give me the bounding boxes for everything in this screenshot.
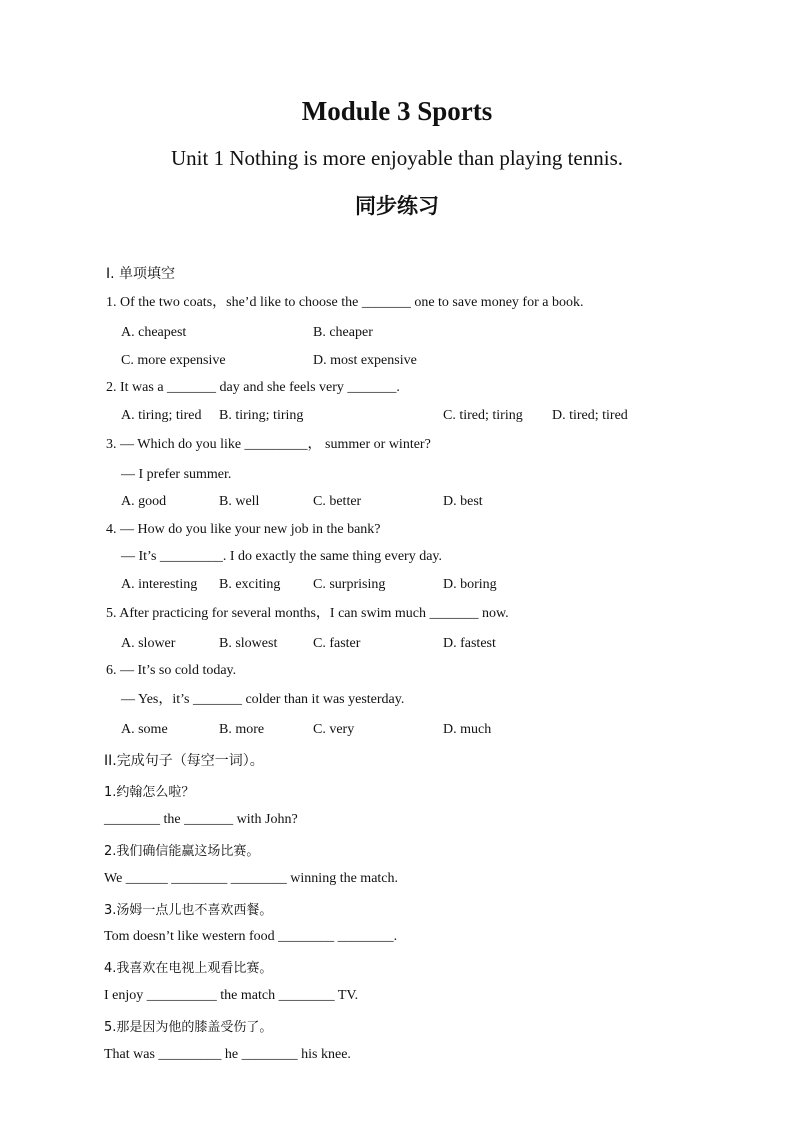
- section-2-heading: II.完成句子（每空一词）。: [104, 753, 264, 769]
- q5-option-c: C. faster: [313, 636, 361, 651]
- q2-option-b: B. tiring; tiring: [219, 408, 304, 423]
- question-5: 5. After practicing for several months，I can swim much _______ now.: [106, 606, 509, 621]
- page-title: Module 3 Sports: [301, 96, 493, 126]
- question-3-reply: — I prefer summer.: [121, 467, 232, 482]
- q3-option-a: A. good: [121, 494, 167, 509]
- q6-option-a: A. some: [121, 722, 168, 737]
- question-2: 2. It was a _______ day and she feels very _______.: [106, 380, 400, 395]
- q5-option-d: D. fastest: [443, 636, 496, 651]
- q5-option-a: A. slower: [121, 636, 176, 651]
- q3-option-d: D. best: [443, 494, 483, 509]
- unit-subtitle: Unit 1 Nothing is more enjoyable than playing tennis.: [170, 146, 623, 170]
- question-4-reply: — It’s _________. I do exactly the same thing every day.: [121, 549, 443, 564]
- question-6-reply: — Yes，it’s _______ colder than it was yesterday.: [121, 692, 405, 707]
- sentence-2-english: We ______ ________ ________ winning the match.: [104, 871, 399, 886]
- q6-option-c: C. very: [313, 722, 355, 737]
- sentence-3-english: Tom doesn’t like western food ________ ________.: [104, 929, 398, 944]
- q1-option-d: D. most expensive: [313, 353, 417, 368]
- question-1: 1. Of the two coats，she’d like to choose the _______ one to save money for a book.: [106, 295, 584, 310]
- q1-option-a: A. cheapest: [121, 325, 187, 340]
- q4-option-d: D. boring: [443, 577, 497, 592]
- exercise-heading: 同步练习: [355, 194, 439, 218]
- question-6: 6. — It’s so cold today.: [106, 663, 237, 678]
- q3-option-c: C. better: [313, 494, 362, 509]
- q2-option-d: D. tired; tired: [552, 408, 628, 423]
- sentence-4-chinese: 4.我喜欢在电视上观看比赛。: [104, 961, 273, 976]
- sentence-1-english: ________ the _______ with John?: [104, 812, 298, 827]
- q4-option-a: A. interesting: [121, 577, 198, 592]
- q4-option-c: C. surprising: [313, 577, 386, 592]
- q3-option-b: B. well: [219, 494, 260, 509]
- q4-option-b: B. exciting: [219, 577, 281, 592]
- q1-option-b: B. cheaper: [313, 325, 373, 340]
- sentence-4-english: I enjoy __________ the match ________ TV.: [104, 988, 359, 1003]
- question-3: 3. — Which do you like _________， summer or winter?: [106, 437, 431, 452]
- sentence-3-chinese: 3.汤姆一点儿也不喜欢西餐。: [104, 903, 273, 918]
- question-4: 4. — How do you like your new job in the bank?: [106, 522, 381, 537]
- section-1-heading: I. 单项填空: [106, 266, 176, 282]
- q2-option-c: C. tired; tiring: [443, 408, 523, 423]
- q6-option-d: D. much: [443, 722, 492, 737]
- q2-option-a: A. tiring; tired: [121, 408, 202, 423]
- q5-option-b: B. slowest: [219, 636, 278, 651]
- sentence-1-chinese: 1.约翰怎么啦？: [104, 785, 195, 800]
- q1-option-c: C. more expensive: [121, 353, 226, 368]
- q6-option-b: B. more: [219, 722, 265, 737]
- sentence-5-chinese: 5.那是因为他的膝盖受伤了。: [104, 1020, 273, 1035]
- sentence-5-english: That was _________ he ________ his knee.: [104, 1047, 351, 1062]
- sentence-2-chinese: 2.我们确信能赢这场比赛。: [104, 844, 260, 859]
